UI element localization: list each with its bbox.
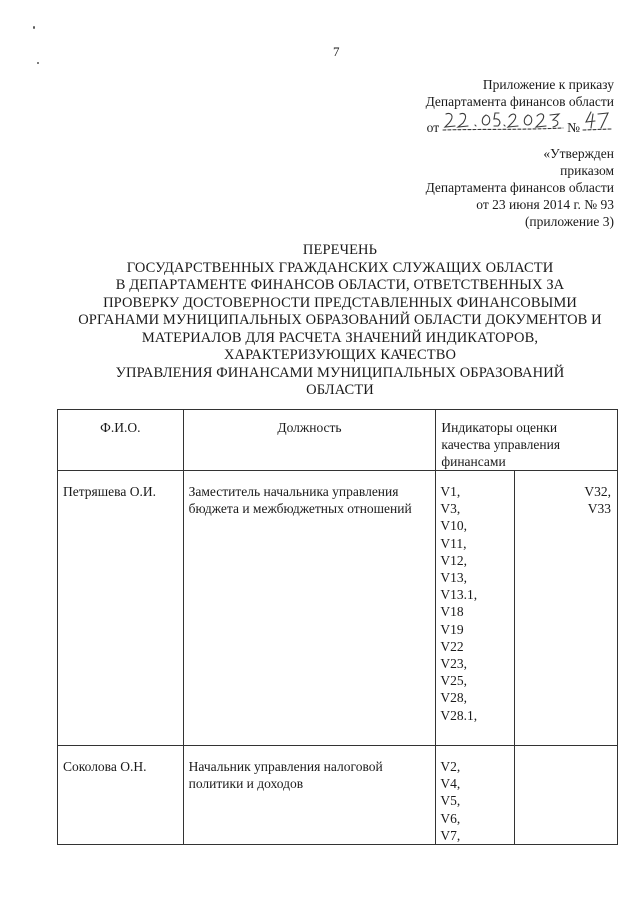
title-line-3: В ДЕПАРТАМЕНТЕ ФИНАНСОВ ОБЛАСТИ, ОТВЕТСТВЕННЫХ ЗА: [115, 277, 565, 293]
approved-line-1: «Утвержден: [543, 146, 614, 161]
appendix-block: [426, 76, 614, 136]
indicator: V28,: [440, 690, 467, 706]
row-name: Соколова О.Н.: [58, 746, 184, 845]
row-name: Петряшева О.И.: [58, 471, 184, 746]
indicator: V10,: [440, 518, 467, 534]
header-indicators: [436, 410, 618, 471]
approved-line-3: Департамента финансов области: [425, 180, 614, 195]
row-indicators-primary: [436, 746, 515, 845]
header-indicators-line-1: Индикаторы оценки: [441, 420, 558, 435]
row-position: Начальник управления налоговой политики и доходов: [183, 746, 436, 845]
header-name: Ф.И.О.: [58, 410, 184, 471]
approved-line-2: приказом: [560, 163, 614, 178]
indicator: V11,: [440, 535, 467, 551]
indicator: V22: [440, 638, 464, 654]
indicator: V33: [587, 501, 611, 517]
indicator: V28.1,: [440, 707, 478, 723]
indicator: V12,: [440, 552, 467, 568]
indicator: V19: [440, 621, 464, 637]
appendix-line-2: Департамента финансов области: [425, 94, 614, 109]
handwritten-date: [441, 110, 565, 136]
indicator: V7,: [440, 827, 461, 843]
page-number: 7: [333, 44, 340, 59]
document-title: [70, 242, 610, 400]
title-line-8: УПРАВЛЕНИЯ ФИНАНСАМИ МУНИЦИПАЛЬНЫХ ОБРАЗОВАНИЙ: [115, 364, 565, 381]
indicator: V3,: [440, 501, 461, 517]
indicator: V13.1,: [440, 587, 478, 603]
indicator: V23,: [440, 656, 467, 672]
title-line-9: ОБЛАСТИ: [306, 382, 374, 398]
title-line-2: ГОСУДАРСТВЕННЫХ ГРАЖДАНСКИХ СЛУЖАЩИХ ОБЛАСТИ: [126, 259, 554, 276]
row-indicators-secondary: [515, 471, 618, 746]
row-indicators-primary: [436, 471, 515, 746]
table-row: [58, 471, 618, 746]
approved-line-5: (приложение 3): [524, 214, 614, 229]
indicator: V1,: [440, 484, 461, 499]
appendix-date-line: [426, 110, 614, 136]
title-line-7: ХАРАКТЕРИЗУЮЩИХ КАЧЕСТВО: [223, 347, 457, 363]
title-line-6: МАТЕРИАЛОВ ДЛЯ РАСЧЕТА ЗНАЧЕНИЙ ИНДИКАТОРОВ,: [141, 329, 539, 346]
table-row: [58, 746, 618, 845]
header-indicators-line-3: финансами: [441, 454, 506, 469]
staff-table: [57, 409, 618, 845]
indicator: V2,: [440, 759, 461, 774]
header-position: Должность: [183, 410, 436, 471]
indicator: V6,: [440, 810, 461, 826]
title-line-5: ОРГАНАМИ МУНИЦИПАЛЬНЫХ ОБРАЗОВАНИЙ ОБЛАСТИ ДОКУМЕНТОВ И: [78, 312, 602, 328]
row-indicators-secondary: [515, 746, 618, 845]
indicator: V25,: [440, 673, 467, 689]
handwritten-number: [582, 110, 612, 136]
indicator: V13,: [440, 570, 467, 586]
indicator: V4,: [440, 776, 461, 792]
appendix-line-1: Приложение к приказу: [482, 77, 614, 92]
approved-line-4: от 23 июня 2014 г. № 93: [476, 197, 614, 212]
indicator: V18: [440, 604, 464, 620]
scan-speck-1: [33, 26, 35, 29]
title-line-4: ПРОВЕРКУ ДОСТОВЕРНОСТИ ПРЕДСТАВЛЕННЫХ ФИНАНСОВЫМИ: [103, 294, 577, 311]
appendix-from-label: от: [426, 120, 440, 135]
header-indicators-line-2: качества управления: [441, 437, 561, 452]
indicator: V5,: [440, 793, 461, 809]
scan-speck-2: [37, 62, 39, 64]
appendix-number-label: №: [567, 120, 580, 135]
indicator: V32,: [584, 484, 611, 499]
row-position: Заместитель начальника управления бюджета и межбюджетных отношений: [183, 471, 436, 746]
table-header-row: [58, 410, 618, 471]
title-line-1: ПЕРЕЧЕНЬ: [302, 242, 378, 258]
approved-block: [426, 145, 614, 230]
